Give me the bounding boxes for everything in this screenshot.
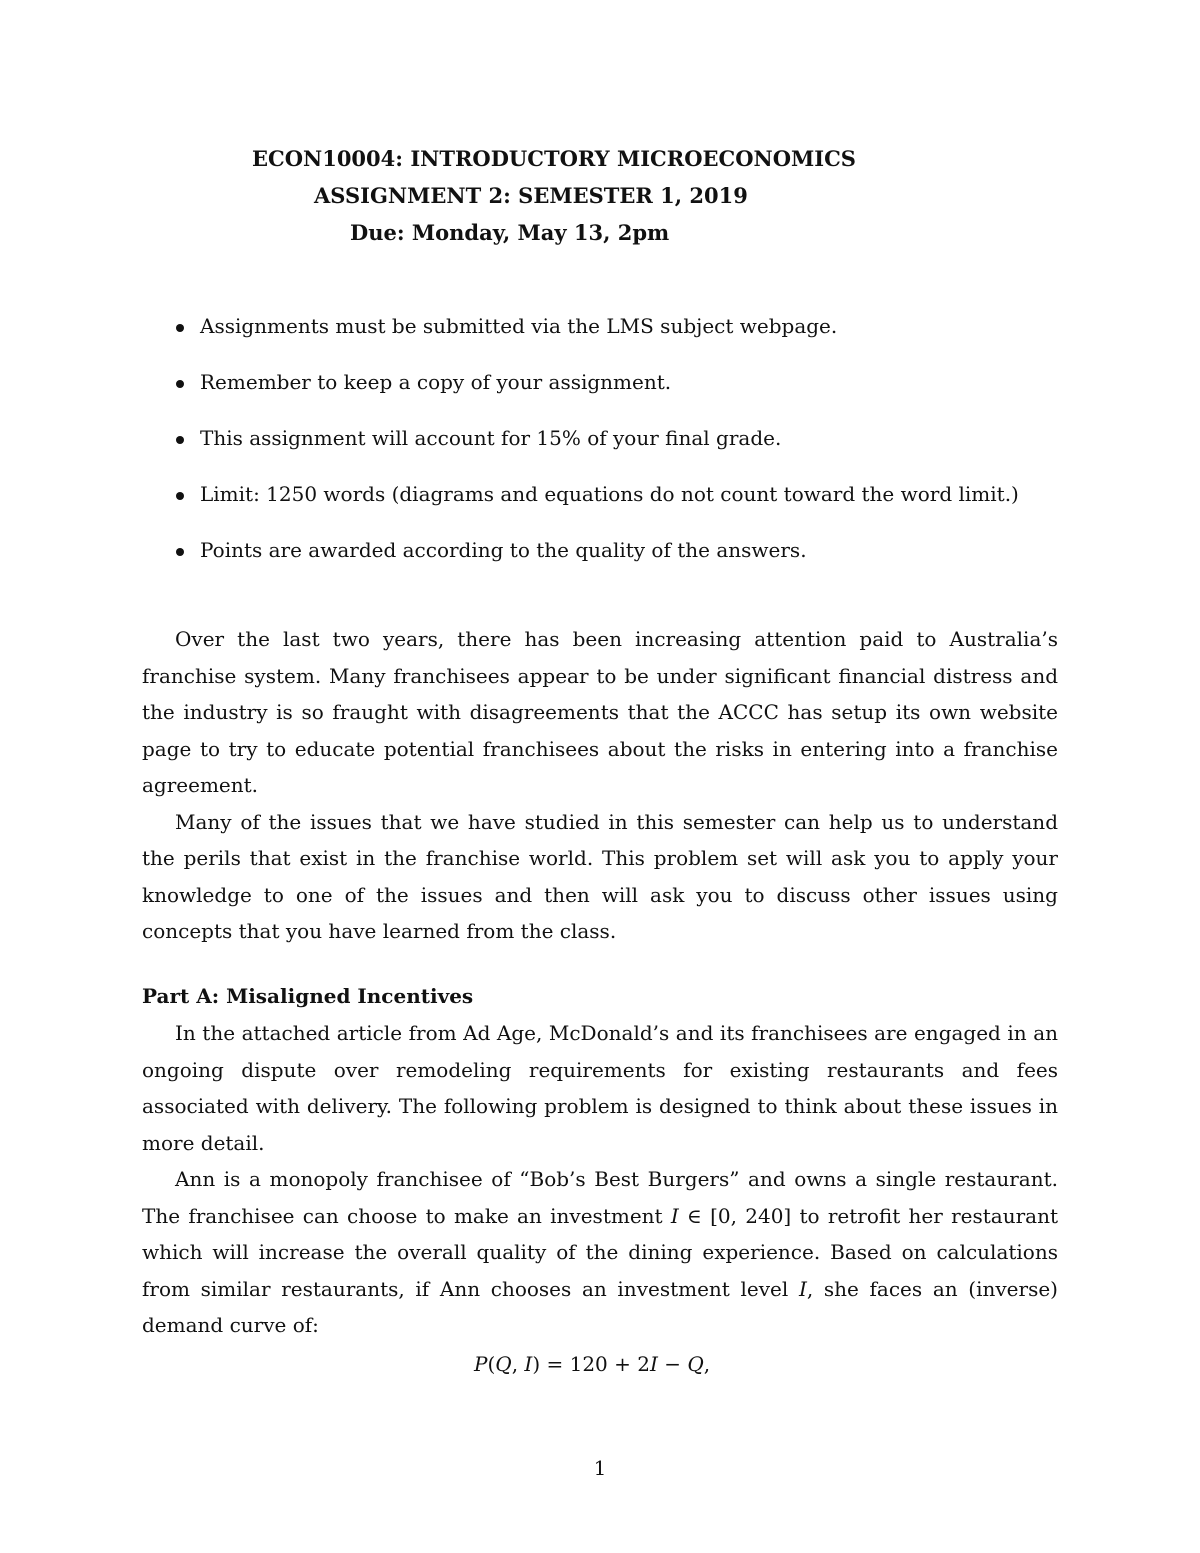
list-item <box>176 372 1019 428</box>
math-symbol: − <box>657 1352 688 1376</box>
math-variable: I <box>524 1352 533 1376</box>
demand-equation <box>474 1352 710 1376</box>
bullet-icon <box>176 380 184 388</box>
math-variable: Q <box>495 1352 512 1376</box>
assignment-line: ASSIGNMENT 2: SEMESTER 1, 2019 <box>314 183 748 208</box>
text-run: Ann is a monopoly franchisee of “Bob’s Best Burgers” and owns a single restaurant. The franchisee can choose to make an investment <box>142 1167 1058 1228</box>
list-item-text: Points are awarded according to the quality of the answers. <box>200 538 807 562</box>
bullet-icon <box>176 324 184 332</box>
list-item-text: Assignments must be submitted via the LMS subject webpage. <box>200 314 838 338</box>
math-symbol: , <box>703 1352 711 1376</box>
page-number: 1 <box>593 1456 607 1480</box>
intro-paragraph-2: Many of the issues that we have studied in this semester can help us to understand the perils that exist in the franchise world. This problem set will ask you to apply your knowledge to one of the issues and then will ask you to discuss other issues using concepts that you have learned from the class. <box>142 809 1058 943</box>
math-symbol: = 120 + 2 <box>540 1352 650 1376</box>
math-symbol: ( <box>487 1352 496 1376</box>
bullet-icon <box>176 436 184 444</box>
math-symbol: , <box>511 1352 525 1376</box>
list-item-text: This assignment will account for 15% of your final grade. <box>200 426 782 450</box>
math-variable: I <box>649 1352 658 1376</box>
list-item <box>176 484 1019 540</box>
bullet-icon <box>176 492 184 500</box>
due-line: Due: Monday, May 13, 2pm <box>350 220 670 245</box>
math-variable: I <box>670 1203 679 1228</box>
text-run: , she faces an (inverse) demand curve of: <box>142 1276 1058 1337</box>
math-symbol: ) <box>532 1352 541 1376</box>
math-variable: Q <box>687 1352 704 1376</box>
list-item-text: Remember to keep a copy of your assignment. <box>200 370 672 394</box>
math-variable: I <box>798 1276 807 1301</box>
part-a-section <box>142 1015 1058 1344</box>
part-a-paragraph-2 <box>142 1161 1058 1344</box>
math-variable: P <box>474 1352 488 1376</box>
part-a-paragraph-1: In the attached article from Ad Age, McDonald’s and its franchisees are engaged in an ongoing dispute over remodeling requirements for existing restaurants and fees associated with delivery. The following problem is designed to think about these issues in more detail. <box>142 1021 1058 1155</box>
instructions-list <box>176 316 1019 596</box>
intro-section <box>142 621 1058 950</box>
bullet-icon <box>176 548 184 556</box>
part-a-heading: Part A: Misaligned Incentives <box>142 984 474 1008</box>
list-item <box>176 540 1019 596</box>
intro-paragraph-1: Over the last two years, there has been increasing attention paid to Australia’s franchise system. Many franchisees appear to be under significant financial distress and the industry is so fraught with disagreements that the ACCC has setup its own website page to try to educate potential franchisees about the risks in entering into a franchise agreement. <box>142 627 1058 797</box>
list-item <box>176 316 1019 372</box>
list-item-text: Limit: 1250 words (diagrams and equations do not count toward the word limit.) <box>200 482 1019 506</box>
text-run: ∈ [0, 240] to retrofit her restaurant which will increase the overall quality of the dining experience. Based on calculations from similar restaurants, if Ann chooses an investment level <box>142 1203 1058 1301</box>
course-title: ECON10004: INTRODUCTORY MICROECONOMICS <box>252 146 856 171</box>
list-item <box>176 428 1019 484</box>
